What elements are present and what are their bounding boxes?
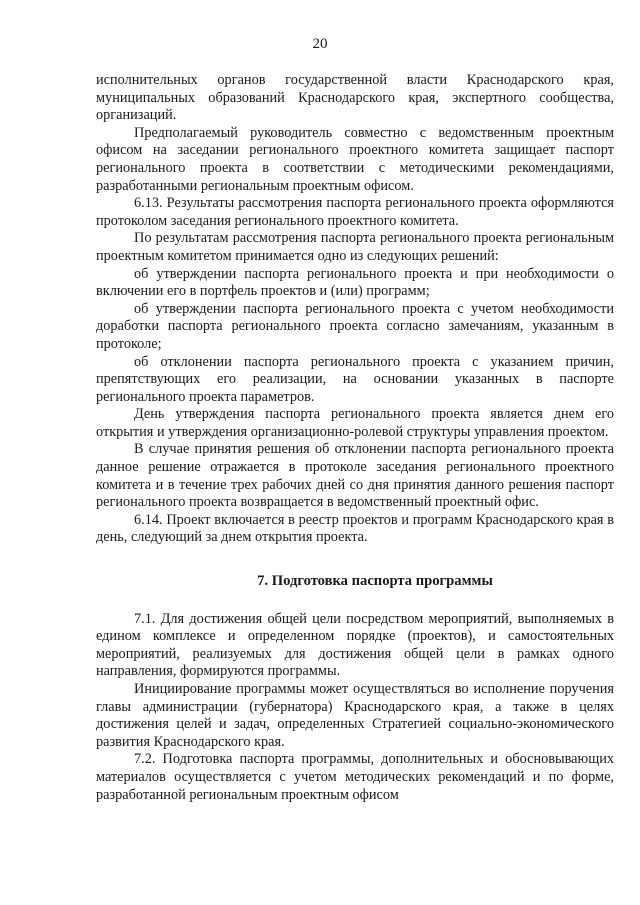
paragraph: 7.1. Для достижения общей цели посредством мероприятий, выполняемых в едином комплексе и определенном порядке (проектов), и самостоятельных мероприятий, реализуемых для достижения общей цели в рамках одного направления, формируются программы. xyxy=(96,610,614,680)
paragraph: 7.2. Подготовка паспорта программы, дополнительных и обосновывающих материалов осуществляется с учетом методических рекомендаций и по форме, разработанной региональным проектным офисом xyxy=(96,751,614,803)
paragraph: День утверждения паспорта регионального проекта является днем его открытия и утверждения организационно-ролевой структуры управления проектом. xyxy=(96,406,614,440)
document-body xyxy=(96,72,614,804)
list-item: об отклонении паспорта регионального проекта с указанием причин, препятствующих его реализации, на основании указанных в паспорте регионального проекта параметров. xyxy=(96,353,614,405)
page-number: 20 xyxy=(312,36,328,52)
paragraph: 6.13. Результаты рассмотрения паспорта регионального проекта оформляются протоколом заседания регионального проектного комитета. xyxy=(96,195,614,229)
paragraph: В случае принятия решения об отклонении паспорта регионального проекта данное решение отражается в протоколе заседания регионального проектного комитета и в течение трех рабочих дней со дня принятия данного решения паспорт регионального проекта возвращается в ведомственный проектный офис. xyxy=(96,441,614,511)
paragraph: Инициирование программы может осуществляться во исполнение поручения главы администрации (губернатора) Краснодарского края, а также в целях достижения целей и задач, определенных Стратегией социально-экономического развития Краснодарского края. xyxy=(96,681,614,750)
paragraph: Предполагаемый руководитель совместно с ведомственным проектным офисом на заседании регионального проектного комитета защищает паспорт регионального проекта в соответствии с методическими рекомендациями, разработанными региональным проектным офисом. xyxy=(96,124,614,194)
paragraph: По результатам рассмотрения паспорта регионального проекта региональным проектным комитетом принимается одно из следующих решений: xyxy=(96,230,614,264)
list-item: об утверждении паспорта регионального проекта и при необходимости о включении его в портфель проектов и (или) программ; xyxy=(96,265,614,300)
list-item: об утверждении паспорта регионального проекта с учетом необходимости доработки паспорта регионального проекта согласно замечаниям, указанным в протоколе; xyxy=(96,300,614,352)
paragraph: исполнительных органов государственной власти Краснодарского края, муниципальных образований Краснодарского края, экспертного сообщества, организаций. xyxy=(96,72,614,124)
paragraph: 6.14. Проект включается в реестр проектов и программ Краснодарского края в день, следующий за днем открытия проекта. xyxy=(96,511,614,546)
section-heading: 7. Подготовка паспорта программы xyxy=(257,573,493,590)
